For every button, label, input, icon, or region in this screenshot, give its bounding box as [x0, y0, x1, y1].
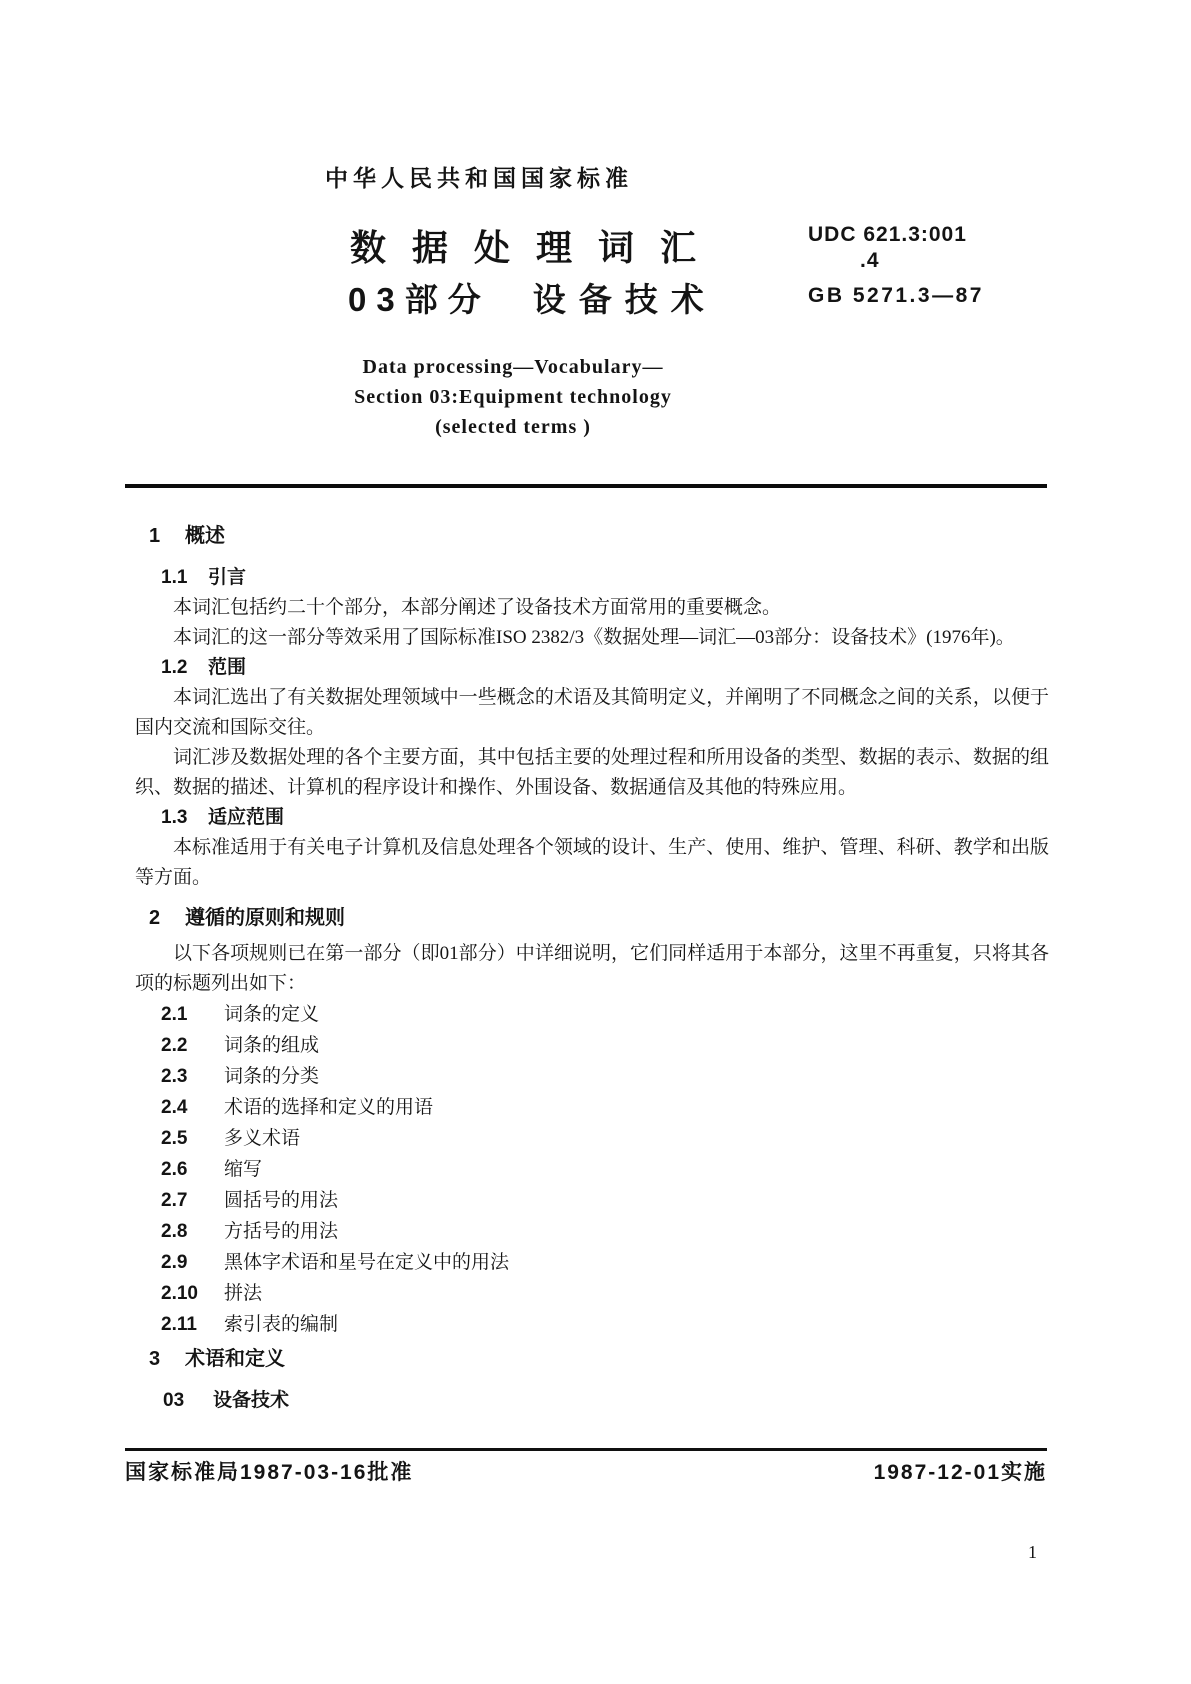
- section-number: 1.1: [161, 567, 188, 588]
- national-standard-label: 中华人民共和国国家标准: [325, 165, 633, 191]
- rule-number: 2.7: [161, 1190, 188, 1211]
- rule-number: 2.11: [161, 1314, 197, 1335]
- rule-list-item: [135, 1247, 1049, 1278]
- rule-number: 2.10: [161, 1283, 198, 1304]
- section-2-heading: [135, 903, 1049, 933]
- rule-title: 拼法: [224, 1283, 263, 1304]
- section-number: 1.2: [161, 657, 188, 678]
- rule-title: 多义术语: [224, 1128, 301, 1149]
- rule-list-item: [135, 1185, 1049, 1216]
- part-number: 03部分: [348, 281, 491, 318]
- rule-number: 2.5: [161, 1128, 188, 1149]
- section-1-heading: [135, 521, 1049, 551]
- title-en-line3: (selected terms ): [435, 416, 591, 438]
- paragraph-applicability: 本标准适用于有关电子计算机及信息处理各个领域的设计、生产、使用、维护、管理、科研、教学和出版等方面。: [135, 837, 1049, 888]
- rule-number: 2.3: [161, 1066, 188, 1087]
- section-1-3-heading: [135, 803, 1049, 833]
- rule-title: 索引表的编制: [224, 1314, 339, 1335]
- rule-number: 2.6: [161, 1159, 188, 1180]
- rule-number: 2.9: [161, 1252, 188, 1273]
- rule-list-item: [135, 1061, 1049, 1092]
- paragraph-rules-intro: 以下各项规则已在第一部分（即01部分）中详细说明，它们同样适用于本部分，这里不再重复，只将其各项的标题列出如下：: [135, 943, 1049, 994]
- rule-list-item: [135, 1092, 1049, 1123]
- section-number: 1: [149, 525, 161, 547]
- section-title: 概述: [185, 525, 225, 547]
- section-title: 遵循的原则和规则: [185, 907, 345, 929]
- footer-divider: [125, 1448, 1047, 1451]
- section-title: 术语和定义: [185, 1348, 285, 1370]
- rule-number: 2.1: [161, 1004, 188, 1025]
- paragraph-introduction-2: 本词汇的这一部分等效采用了国际标准ISO 2382/3《数据处理—词汇—03部分：设备技术》(1976年)。: [173, 627, 1015, 648]
- udc-line1: UDC 621.3:001: [808, 223, 967, 246]
- rule-title: 缩写: [224, 1159, 263, 1180]
- rule-list-item: [135, 1154, 1049, 1185]
- implementation-text: 1987-12-01实施: [873, 1461, 1047, 1484]
- paragraph-introduction-1: 本词汇包括约二十个部分，本部分阐述了设备技术方面常用的重要概念。: [173, 597, 782, 618]
- document-body: [135, 505, 1049, 1416]
- document-title-cn: 数据处理词汇: [350, 227, 723, 268]
- rule-title: 术语的选择和定义的用语: [224, 1097, 434, 1118]
- title-en-line1: Data processing—Vocabulary—: [362, 356, 664, 378]
- rule-number: 2.2: [161, 1035, 188, 1056]
- section-number: 3: [149, 1348, 161, 1370]
- rule-list-item: [135, 1030, 1049, 1061]
- part-topic: 设备技术: [532, 281, 717, 318]
- section-number: 2: [149, 907, 161, 929]
- rule-title: 黑体字术语和星号在定义中的用法: [224, 1252, 510, 1273]
- rule-title: 词条的定义: [224, 1004, 320, 1025]
- header-divider: [125, 484, 1047, 488]
- rule-list-item: [135, 1278, 1049, 1309]
- rule-list: [135, 999, 1049, 1340]
- rule-title: 词条的分类: [224, 1066, 320, 1087]
- section-number: 03: [163, 1390, 185, 1411]
- paragraph-scope-1: 本词汇选出了有关数据处理领域中一些概念的术语及其简明定义，并阐明了不同概念之间的关系，以便于国内交流和国际交往。: [135, 687, 1049, 738]
- standard-code: GB 5271.3—87: [808, 284, 984, 307]
- paragraph-scope-2: 词汇涉及数据处理的各个主要方面，其中包括主要的处理过程和所用设备的类型、数据的表示、数据的组织、数据的描述、计算机的程序设计和操作、外围设备、数据通信及其他的特殊应用。: [135, 747, 1049, 798]
- rule-title: 圆括号的用法: [224, 1190, 339, 1211]
- approval-text: 国家标准局1987-03-16批准: [125, 1461, 414, 1484]
- rule-list-item: [135, 1309, 1049, 1340]
- rule-list-item: [135, 1123, 1049, 1154]
- document-title-en: [293, 352, 733, 442]
- udc-line2: .4: [860, 249, 880, 272]
- udc-classification: [808, 222, 967, 274]
- rule-number: 2.8: [161, 1221, 188, 1242]
- rule-title: 方括号的用法: [224, 1221, 339, 1242]
- section-title: 设备技术: [213, 1390, 290, 1411]
- rule-title: 词条的组成: [224, 1035, 320, 1056]
- section-title: 引言: [208, 567, 247, 588]
- section-1-1-heading: [135, 563, 1049, 593]
- rule-list-item: [135, 1216, 1049, 1247]
- section-title: 适应范围: [208, 807, 285, 828]
- section-number: 1.3: [161, 807, 188, 828]
- footer: [125, 1456, 1047, 1486]
- rule-list-item: [135, 999, 1049, 1030]
- document-subtitle-cn: [348, 274, 717, 321]
- section-03-heading: [135, 1386, 1049, 1416]
- rule-number: 2.4: [161, 1097, 188, 1118]
- section-1-2-heading: [135, 653, 1049, 683]
- section-3-heading: [135, 1344, 1049, 1374]
- section-title: 范围: [208, 657, 247, 678]
- title-en-line2: Section 03:Equipment technology: [354, 386, 672, 408]
- page-number: 1: [1028, 1542, 1037, 1562]
